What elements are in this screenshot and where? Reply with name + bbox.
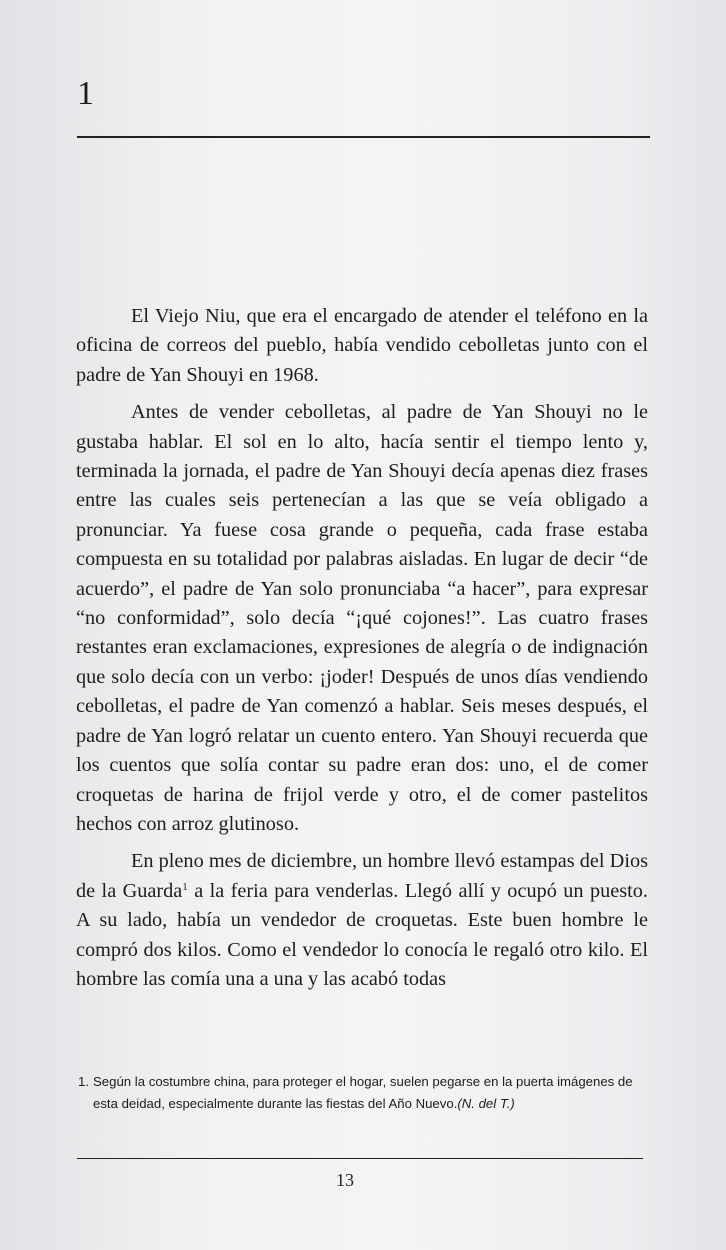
paragraph-2: Antes de vender cebolletas, al padre de Yan Shouyi no le gustaba hablar. El sol en lo alto, hacía sentir el tiempo lento y, terminada la jornada, el padre de Yan Shouyi decía apenas diez frases entre las cuales seis pertenecían a las que se veía obligado a pronunciar. Ya fuese cosa grande o pequeña, cada frase estaba compuesta en su totalidad por palabras aisladas. En lugar de decir “de acuerdo”, el padre de Yan solo pronunciaba “a hacer”, para expresar “no conformidad”, solo decía “¡qué cojones!”. Las cuatro frases restantes eran exclamaciones, expresiones de alegría o de indignación que solo decía con un verbo: ¡joder! Después de unos días vendiendo cebolletas, el padre de Yan comenzó a hablar. Seis meses después, el padre de Yan logró relatar un cuento entero. Yan Shouyi recuerda que los cuentos que solía contar su padre eran dos: uno, el de comer croquetas de harina de frijol verde y otro, el de comer pastelitos hechos con arroz glutinoso. [76, 401, 648, 835]
footnote [78, 1071, 651, 1114]
page-number: 13 [336, 1170, 354, 1190]
paragraph-3 [76, 847, 648, 994]
body-text [76, 302, 648, 1002]
paragraph-3-text-before-ref: En pleno mes de diciembre, un hombre llevó estampas del Dios de la Guarda [76, 850, 648, 902]
paragraph-3-text-after-ref: a la feria para venderlas. Llegó allí y ocupó un puesto. A su lado, había un vendedor de croquetas. Este buen hombre le compró dos kilos. Como el vendedor lo conocía le regaló otro kilo. El hombre las comía una a una y las acabó todas [76, 879, 648, 990]
chapter-number: 1 [77, 75, 94, 112]
footnote-text: Según la costumbre china, para proteger el hogar, suelen pegarse en la puerta imágenes de esta deidad, especialmente durante las fiestas del Año Nuevo. [93, 1074, 633, 1111]
footer-rule [77, 1158, 643, 1159]
footnote-reference: 1 [182, 880, 188, 893]
footnote-number: 1. [78, 1074, 89, 1089]
paragraph-1: El Viejo Niu, que era el encargado de atender el teléfono en la oficina de correos del pueblo, había vendido cebolletas junto con el padre de Yan Shouyi en 1968. [76, 305, 648, 386]
chapter-rule [77, 136, 650, 138]
footnote-translator-note: (N. del T.) [457, 1095, 515, 1111]
